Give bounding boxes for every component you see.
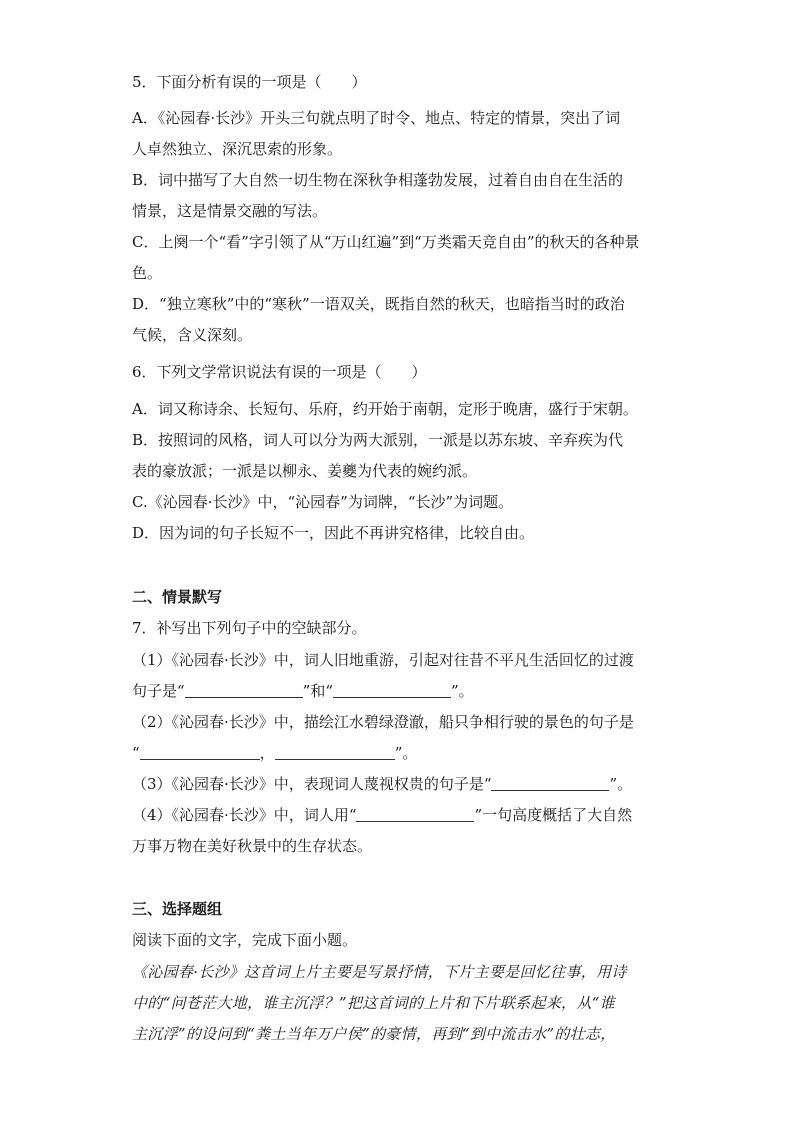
q6-option-d-line1: D．因为词的句子长短不一，因此不再讲究格律，比较自由。: [132, 524, 535, 542]
passage-line2: 中的“问苍茫大地，谁主沉浮？”把这首词的上片和下片联系起来，从“谁: [132, 994, 615, 1012]
q6-stem: 6．下列文学常识说法有误的一项是（ ）: [132, 363, 427, 381]
q6-option-b-line1: B．按照词的风格，词人可以分为两大派别，一派是以苏东坡、辛弃疾为代: [132, 431, 624, 449]
q5-option-a-line2: 人卓然独立、深沉思索的形象。: [132, 140, 343, 158]
section2-heading: 二、情景默写: [132, 588, 223, 606]
q7-item2-blank2[interactable]: [275, 745, 395, 760]
q5-option-d-line2: 气候，含义深刻。: [132, 326, 253, 344]
q7-item1-prefix: 句子是“: [132, 682, 185, 700]
section3-instruction: 阅读下面的文字，完成下面小题。: [132, 931, 358, 949]
passage-line3: 主沉浮”的设问到“粪土当年万户侯”的豪情，再到“到中流击水”的壮志，: [132, 1025, 616, 1043]
q5-option-d-line1: D．“独立寒秋”中的“寒秋”一语双关，既指自然的秋天，也暗指当时的政治: [132, 295, 625, 313]
q7-item3-suffix: ”。: [609, 775, 633, 793]
q7-item1-connector: ”和“: [302, 682, 334, 700]
q7-item4-blank[interactable]: [356, 807, 474, 822]
q6-option-c-line1: C.《沁园春·长沙》中，“沁园春”为词牌，“长沙”为词题。: [132, 493, 514, 511]
q7-item1-line2: [132, 681, 672, 701]
q7-item2-line2: [132, 743, 672, 763]
q7-item4-prefix: （4）《沁园春·长沙》中，词人用“: [132, 806, 357, 824]
q5-option-c-line2: 色。: [132, 264, 163, 282]
q7-item3-line1: [132, 774, 672, 794]
q5-option-b-line1: B．词中描写了大自然一切生物在深秋争相蓬勃发展，过着自由自在生活的: [132, 171, 624, 189]
q7-item3-prefix: （3）《沁园春·长沙》中，表现词人蔑视权贵的句子是“: [132, 775, 492, 793]
q7-item1-blank1[interactable]: [185, 683, 303, 698]
q7-item3-blank[interactable]: [491, 776, 609, 791]
q7-item4-line2: 万事万物在美好秋景中的生存状态。: [132, 837, 373, 855]
q6-option-a-line1: A．词又称诗余、长短句、乐府，约开始于南朝，定形于晚唐，盛行于宋朝。: [132, 400, 638, 418]
q7-item2-blank1[interactable]: [140, 745, 260, 760]
q7-item2-connector: ，: [259, 744, 275, 762]
q7-item4-line1: [132, 805, 672, 825]
q5-stem: 5．下面分析有误的一项是（ ）: [132, 73, 367, 91]
section3-heading: 三、选择题组: [132, 900, 223, 918]
q5-option-a-line1: A．《沁园春·长沙》开头三句就点明了时令、地点、特定的情景，突出了词: [132, 109, 621, 127]
passage-line1: 《沁园春·长沙》这首词上片主要是写景抒情，下片主要是回忆往事，用诗: [132, 963, 627, 981]
q7-item1-blank2[interactable]: [333, 683, 451, 698]
q7-item2-suffix: ”。: [394, 744, 418, 762]
q5-option-c-line1: C．上阕一个“看”字引领了从“万山红遍”到“万类霜天竞自由”的秋天的各种景: [132, 233, 640, 251]
q7-item2-line1: （2）《沁园春·长沙》中，描绘江水碧绿澄澈，船只争相行驶的景色的句子是: [132, 713, 634, 731]
q7-item2-prefix: “: [132, 744, 140, 762]
q7-item1-line1: （1）《沁园春·长沙》中，词人旧地重游，引起对往昔不平凡生活回忆的过渡: [132, 651, 634, 669]
q6-option-b-line2: 表的豪放派；一派是以柳永、姜夔为代表的婉约派。: [132, 462, 478, 480]
q7-item4-suffix: ”一句高度概括了大自然: [474, 806, 633, 824]
q7-stem: 7．补写出下列句子中的空缺部分。: [132, 619, 367, 637]
q7-item1-suffix: ”。: [451, 682, 474, 700]
q5-option-b-line2: 情景，这是情景交融的写法。: [132, 202, 328, 220]
